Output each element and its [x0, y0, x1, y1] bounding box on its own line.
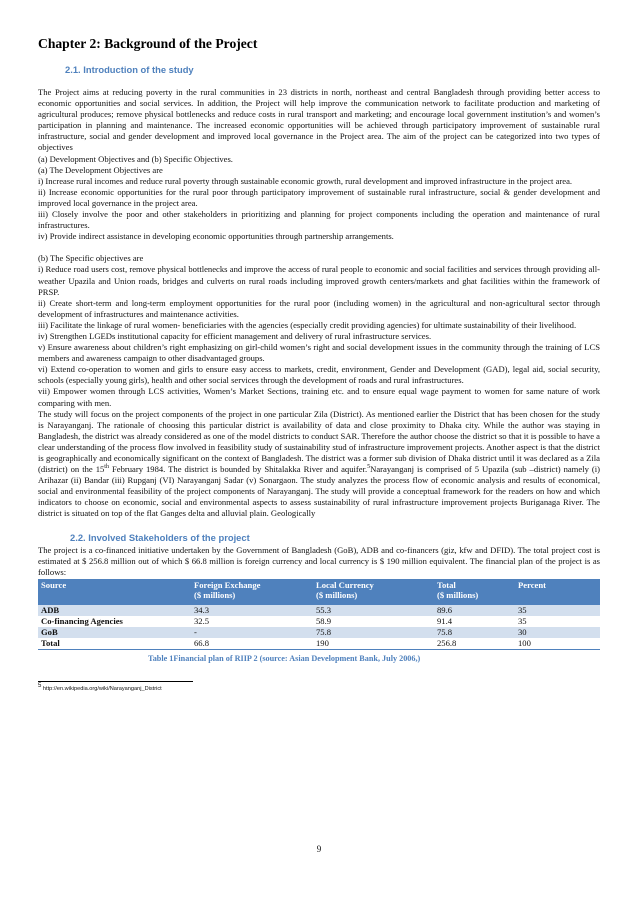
cell-source: Co-financing Agencies: [38, 616, 191, 627]
cell-local-currency: 75.8: [313, 627, 434, 638]
cell-foreign-exchange: 34.3: [191, 604, 313, 616]
column-header-percent: Percent: [515, 579, 600, 605]
paragraph: vii) Empower women through LCS activities, Women’s Market Sections, training etc. and to ensure equal wage payment to women for same nature of work comparing with men.: [38, 386, 600, 408]
table-caption: Table 1Financial plan of RIIP 2 (source: Asian Development Bank, July 2006,): [148, 653, 421, 663]
paragraph: (a) The Development Objectives are: [38, 164, 163, 175]
paragraph: (b) The Specific objectives are: [38, 253, 144, 264]
cell-percent: 100: [515, 638, 600, 650]
footnote-mark: 5: [38, 683, 42, 690]
cell-local-currency: 55.3: [313, 604, 434, 616]
cell-percent: 35: [515, 616, 600, 627]
cell-total: 256.8: [434, 638, 515, 650]
cell-percent: 35: [515, 604, 600, 616]
cell-local-currency: 58.9: [313, 616, 434, 627]
cell-foreign-exchange: 32.5: [191, 616, 313, 627]
paragraph: iii) Closely involve the poor and other stakeholders in prioritizing and planning for project components including the operation and maintenance of rural infrastructures.: [38, 209, 600, 231]
paragraph: ii) Increase economic opportunities for the rural poor through participatory improvement of sustainable rural infrastructure, social & gender development and improved local governance in the project area.: [38, 186, 600, 208]
paragraph: ii) Create short-term and long-term employment opportunities for the rural poor (including women) in the agricultural and non-agricultural sector through development of infrastructures and maintenance activities.: [38, 297, 600, 319]
paragraph: vi) Extend co-operation to women and girls to ensure easy access to markets, credit, environment, Gender and Development (GAD), legal aid, social security, schools (especially young girls), health and other social services through the development of roads and rural infrastructures.: [38, 364, 600, 386]
cell-foreign-exchange: -: [191, 627, 313, 638]
document-page: [38, 36, 600, 693]
cell-local-currency: 190: [313, 638, 434, 650]
introduction-body: [38, 87, 600, 520]
cell-source: GoB: [38, 627, 191, 638]
study-text-part-1: The study will focus on the project components of the project in one particular Zila (District). As mentioned earlier the District that has been chosen for the study is Narayanganj. The rationale of choosing this particular district is availability of data and close proximity to Dhaka city. While the author was staying in Bangladesh, the district was already considered as one of the model districts to conduct SAR. Therefore the author choose the district so that it is possible to have a clear understanding of the process flow involved in feasibility study of sustainability stud of infrastructure improvement projects. Another aspect is that the district is geographically and economically significant on the context of Bangladesh. The district was a former sub division of Dhaka district until it was declared as a Zila (district) on the 15: [38, 408, 600, 475]
paragraph: i) Increase rural incomes and reduce rural poverty through sustainable economic growth, rural development and improved infrastructure in the project area.: [38, 175, 573, 186]
cell-total: 75.8: [434, 627, 515, 638]
superscript-th: th: [104, 464, 109, 471]
paragraph: The Project aims at reducing poverty in the rural communities in 23 districts in north, northeast and central Bangladesh through providing better access to economic opportunities and social services. In addition, the Project will help improve the communication network to facilitate production and marketing of agricultural produces; remove physical bottlenecks and reduce costs in rural transport and marketing; and encourage local government institution’s and women’s participation in planning and maintenance. The increased economic opportunities will be achieved through participatory improvement of sustainable rural infrastructure, social and gender development and improved local governance in the Project area. The aim of the project can be categorized into two types of objectives: [38, 87, 600, 153]
paragraph: i) Reduce road users cost, remove physical bottlenecks and improve the access of rural people to economic and social facilities and services through providing all-weather Upazila and Union roads, bridges and culverts on rural roads including improved growth centers/markets and ghat facilities within the framework of PRSP.: [38, 264, 600, 297]
column-header-foreign-exchange: Foreign Exchange ($ millions): [191, 579, 313, 605]
paragraph: iv) Strengthen LGEDs institutional capacity for efficient management and delivery of rural infrastructure services.: [38, 330, 432, 341]
study-paragraph: [38, 409, 600, 520]
cell-foreign-exchange: 66.8: [191, 638, 313, 650]
financial-plan-table: [38, 579, 600, 650]
section-heading-introduction: 2.1. Introduction of the study: [65, 64, 194, 75]
cell-source: ADB: [38, 604, 191, 616]
column-header-local-currency: Local Currency ($ millions): [313, 579, 434, 605]
paragraph: (a) Development Objectives and (b) Specific Objectives.: [38, 153, 233, 164]
paragraph: iii) Facilitate the linkage of rural women- beneficiaries with the agencies (especially credit providing agencies) for ultimate sustainability of their livelihood.: [38, 319, 577, 330]
table-row: [38, 627, 600, 638]
footnote: [38, 685, 600, 693]
footnote-url[interactable]: http://en.wikipedia.org/wiki/Narayanganj_District: [41, 685, 162, 692]
column-header-total: Total ($ millions): [434, 579, 515, 605]
paragraph: iv) Provide indirect assistance in developing economic opportunities through partnership arrangements.: [38, 231, 394, 242]
footnote-divider: [38, 681, 193, 682]
footnote-reference[interactable]: 5: [367, 464, 371, 471]
study-text-part-2: February 1984. The district is bounded by Shitalakka River and aquifer.: [108, 464, 368, 475]
column-header-source: Source: [38, 579, 191, 605]
cell-source: Total: [38, 638, 191, 650]
table-row: [38, 604, 600, 616]
table-header-row: [38, 579, 600, 605]
section-heading-stakeholders: 2.2. Involved Stakeholders of the project: [70, 531, 250, 543]
table-row: [38, 638, 600, 650]
cell-total: 91.4: [434, 616, 515, 627]
study-text-part-3: Narayanganj is comprised of 5 Upazila (sub –district) namely (i) Arihazar (ii) Bandar (iii) Rupganj (VI) Narayanganj Sadar (v) Sonargaon. The study analyzes the process flow of economic analysis and results of economical, social and environmental feasibility of the project components of Narayanganj. The study will provide a conceptual framework for the readers on how and which indicators to choose on economic, social and environmental aspects to assess sustainability of rural infrastructure improvement projects Buriganaga River. The district is situated on top of the flat Ganges delta and alluvial plain. Geologically: [38, 464, 600, 519]
table-row: [38, 616, 600, 627]
stakeholders-paragraph: The project is a co-financed initiative undertaken by the Government of Bangladesh (GoB), ADB and co-financers (giz, kfw and DFID). The total project cost is estimated at $ 256.8 million out of which $ 66.8 million is foreign currency and local currency is $ 190 million equivalent. The financial plan of the project is as follows:: [38, 544, 600, 577]
cell-percent: 30: [515, 627, 600, 638]
cell-total: 89.6: [434, 604, 515, 616]
chapter-title: Chapter 2: Background of the Project: [38, 36, 258, 51]
page-number: 9: [316, 844, 322, 854]
paragraph: v) Ensure awareness about children’s right emphasizing on girl-child women’s right and social development issues in the community through the training of LCS members and awareness campaign to other disadvantaged groups.: [38, 342, 600, 364]
